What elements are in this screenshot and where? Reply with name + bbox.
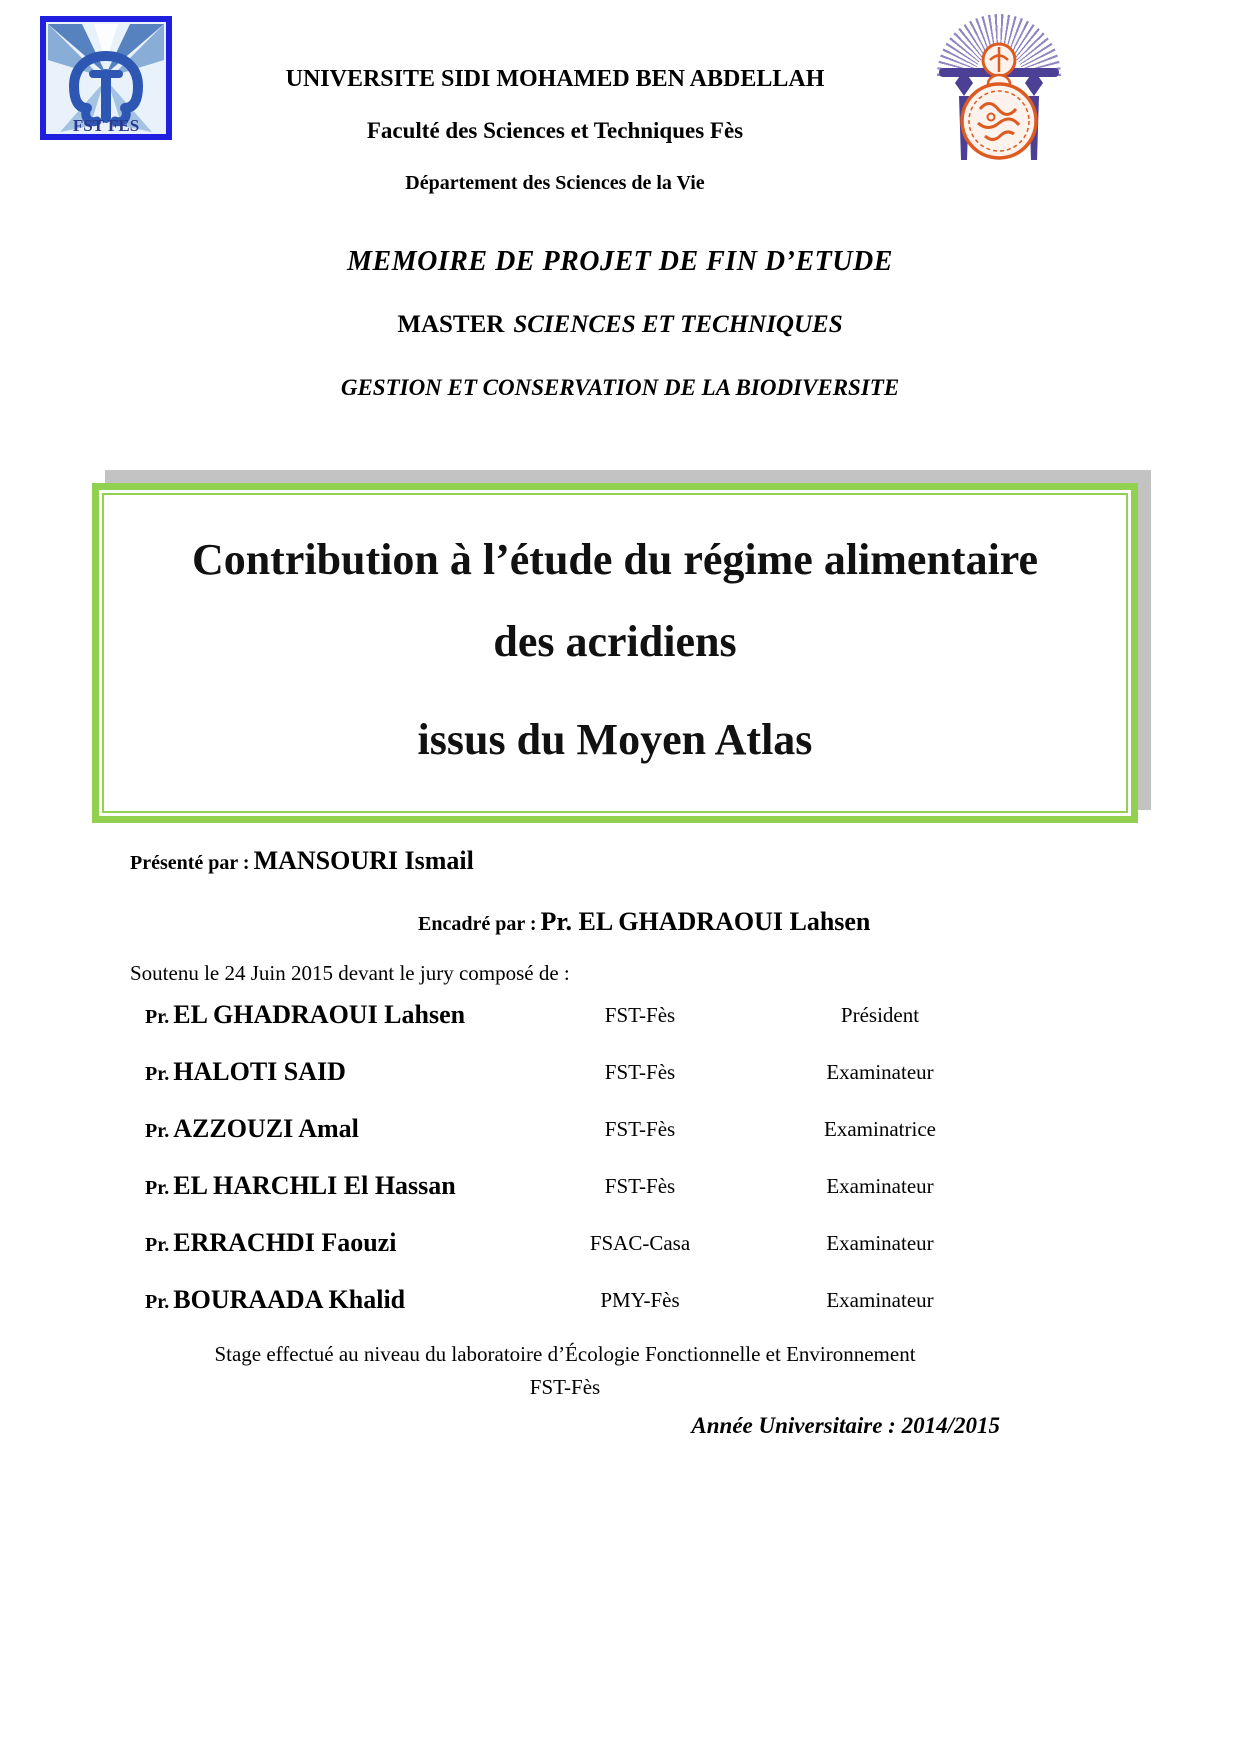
fst-fes-logo bbox=[40, 16, 172, 140]
jury-member-institution: FSAC-Casa bbox=[589, 1230, 691, 1255]
jury-member-institution: FST-Fès bbox=[604, 1173, 676, 1198]
jury-member-name: Pr. BOURAADA Khalid bbox=[145, 1285, 406, 1314]
seal-drawing bbox=[933, 10, 1065, 170]
jury-member-role: Examinateur bbox=[826, 1059, 934, 1084]
university-name: UNIVERSITE SIDI MOHAMED BEN ABDELLAH bbox=[285, 66, 825, 92]
jury-member-name: Pr. EL GHADRAOUI Lahsen bbox=[145, 1000, 466, 1029]
department-name: Département des Sciences de la Vie bbox=[405, 172, 705, 194]
internship-note bbox=[120, 1338, 1010, 1404]
academic-year: Année Universitaire : 2014/2015 bbox=[691, 1413, 1000, 1438]
internship-line1: Stage effectué au niveau du laboratoire d’Écologie Fonctionnelle et Environnement bbox=[214, 1342, 916, 1366]
defense-intro: Soutenu le 24 Juin 2015 devant le jury composé de : bbox=[130, 961, 570, 985]
jury-member-role: Examinateur bbox=[826, 1230, 934, 1255]
jury-member-role: Examinateur bbox=[826, 1173, 934, 1198]
seal-medallion bbox=[962, 44, 1036, 158]
fst-logo-label: FST FES bbox=[72, 116, 140, 135]
jury-member-name: Pr. ERRACHDI Faouzi bbox=[145, 1228, 397, 1257]
jury-member-institution: FST-Fès bbox=[604, 1059, 676, 1084]
jury-member-name: Pr. AZZOUZI Amal bbox=[145, 1114, 359, 1143]
supervised-by-name: Pr. EL GHADRAOUI Lahsen bbox=[540, 907, 871, 936]
supervised-by-line bbox=[418, 907, 870, 937]
jury-member-name: Pr. EL HARCHLI El Hassan bbox=[145, 1171, 456, 1200]
presented-by-line bbox=[130, 846, 474, 876]
memoire-line: MEMOIRE DE PROJET DE FIN D’ETUDE bbox=[347, 246, 893, 277]
internship-line2: FST-Fès bbox=[529, 1375, 601, 1399]
university-seal bbox=[933, 10, 1065, 170]
jury-table bbox=[145, 1000, 1010, 1315]
faculty-name: Faculté des Sciences et Techniques Fès bbox=[366, 118, 744, 143]
supervised-by-label: Encadré par : bbox=[418, 913, 537, 935]
master-line bbox=[120, 311, 1120, 339]
jury-member-institution: FST-Fès bbox=[604, 1002, 676, 1027]
jury-member-role: Président bbox=[840, 1002, 920, 1027]
presented-by-name: MANSOURI Ismail bbox=[253, 846, 474, 875]
jury-member-role: Examinatrice bbox=[824, 1116, 936, 1141]
master-program: SCIENCES ET TECHNIQUES bbox=[513, 311, 843, 338]
jury-member-institution: PMY-Fès bbox=[600, 1287, 680, 1312]
thesis-title-line2: des acridiens bbox=[493, 617, 737, 666]
jury-member-institution: FST-Fès bbox=[604, 1116, 676, 1141]
master-prefix: MASTER bbox=[397, 311, 505, 338]
title-box-inner-border bbox=[102, 493, 1128, 813]
program-line: GESTION ET CONSERVATION DE LA BIODIVERSITE bbox=[340, 375, 900, 400]
jury-member-role: Examinateur bbox=[826, 1287, 934, 1312]
jury-member-name: Pr. HALOTI SAID bbox=[145, 1057, 346, 1086]
title-box bbox=[92, 483, 1138, 823]
thesis-title-line1: Contribution à l’étude du régime alimentaire bbox=[191, 535, 1039, 584]
presented-by-label: Présenté par : bbox=[130, 852, 250, 874]
thesis-title-line3: issus du Moyen Atlas bbox=[417, 715, 813, 764]
